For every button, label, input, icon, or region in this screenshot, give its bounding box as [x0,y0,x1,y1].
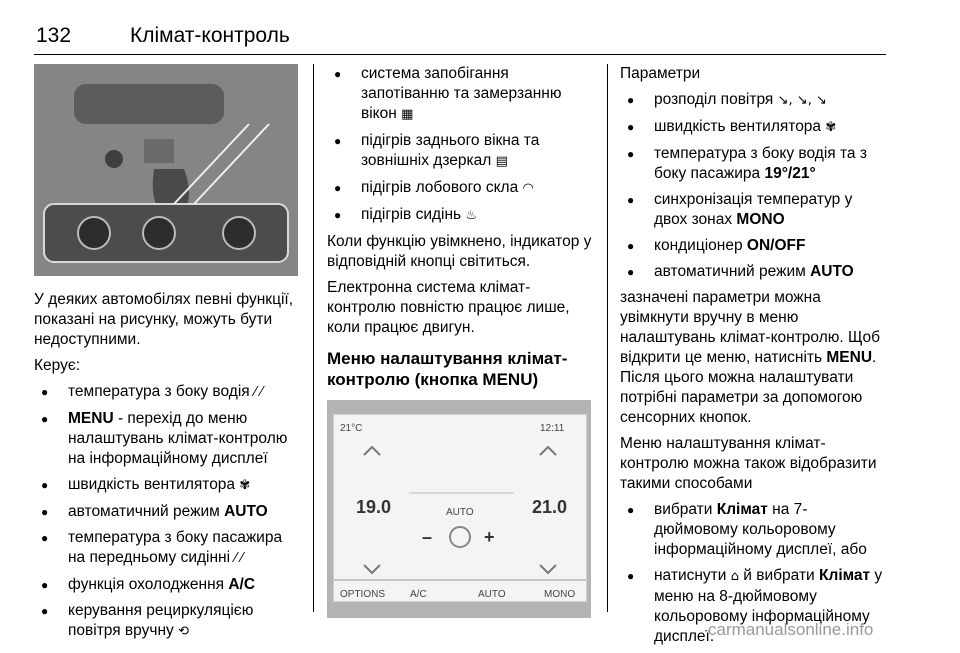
list-item: ● автоматичний режим AUTO [620,262,888,282]
list-item: ● температура з боку водія ⁄ ⁄ [34,382,300,403]
list-item: ● підігрів заднього вікна та зовнішніх дзеркал ▤ [327,131,595,172]
column-right [620,64,888,653]
climate-panel-photo [34,64,298,276]
page-header [34,20,886,55]
softkey-options[interactable]: OPTIONS [340,589,386,600]
menu-instructions: зазначені параметри можна увімкнути вручну в меню налаштувань клімат-контролю. Щоб відкрити це меню, натисніть MENU. Після цього можна налаштувати потрібні параметри за допомогою сенсорних кнопок. [620,289,881,426]
functions-list [327,64,595,226]
list-item: ● керування рециркуляцією повітря вручну ⟲ [34,601,300,642]
list-item: ● підігрів сидінь ♨ [327,205,595,226]
right-temperature: 21.0 [532,497,568,517]
page-number: 132 [36,24,72,47]
indicator-text: Коли функцію увімкнено, індикатор у відповідній кнопці світиться. [327,233,592,270]
section-heading: Меню налаштування клімат-контролю (кнопка MENU) [327,349,568,389]
controls-label: Керує: [34,357,81,374]
climate-menu-screen-photo [327,400,591,618]
list-item: ● швидкість вентилятора ✾ [620,117,888,138]
controls-list [34,382,300,642]
list-item: ● система запобігання запотіванню та замерзанню вікон ▦ [327,64,595,125]
outside-temperature: 21°C [340,423,363,434]
plus-button[interactable]: + [484,527,495,547]
climate-menu-screen [333,414,587,602]
intro-text: У деяких автомобілях певні функції, показані на рисунку, можуть бути недоступними. [34,291,294,348]
list-item: ● вибрати Клімат на 7-дюймовому кольоровому інформаційному дисплеї, або [620,500,888,560]
column-divider [607,64,608,612]
temperature-icon: ⁄ ⁄ [234,551,243,566]
alt-ways-text: Меню налаштування клімат-контролю можна також відобразити такими способами [620,435,877,492]
fan-icon: ✾ [825,120,837,135]
list-item: ● температура з боку пасажира на передньому сидінні ⁄ ⁄ [34,528,300,569]
column-left [34,64,300,648]
list-item: ● функція охолодження A/C [34,575,300,595]
list-item: ● кондиціонер ON/OFF [620,236,888,256]
minus-button[interactable]: – [422,527,433,547]
engine-text: Електронна система клімат-контролю повністю працює лише, коли працює двигун. [327,279,570,336]
column-middle [327,64,595,618]
air-distribution-icon: ↘, ↘, ↘ [777,93,827,108]
recirculation-icon: ⟲ [178,624,189,639]
left-temperature: 19.0 [356,497,392,517]
list-item: ● розподіл повітря ↘, ↘, ↘ [620,90,888,111]
list-item: ● MENU - перехід до меню налаштувань клімат-контролю на інформаційному дисплеї [34,409,300,469]
watermark: carmanualsonline.info [708,620,874,639]
params-label: Параметри [620,65,701,82]
list-item: ● автоматичний режим AUTO [34,502,300,522]
softkey-ac[interactable]: A/C [410,589,427,600]
list-item: ● температура з боку водія та з боку пасажира 19°/21° [620,144,888,184]
softkey-mono[interactable]: MONO [544,589,576,600]
windscreen-heat-icon: ◠ [522,181,534,196]
auto-label: AUTO [446,507,474,518]
params-list [620,90,888,282]
column-divider [313,64,314,612]
rear-heat-icon: ▤ [495,154,508,169]
fan-icon: ✾ [239,478,251,493]
home-icon: ⌂ [730,569,739,584]
list-item: ● швидкість вентилятора ✾ [34,475,300,496]
defog-icon: ▦ [401,107,414,122]
dashboard-illustration [34,64,298,276]
softkey-auto[interactable]: AUTO [478,589,506,600]
list-item: ● підігрів лобового скла ◠ [327,178,595,199]
list-item: ● синхронізація температур у двох зонах MONO [620,190,888,230]
seat-heat-icon: ♨ [465,208,478,223]
chapter-title: Клімат-контроль [130,24,290,47]
list-item: ● натиснути ⌂ й вибрати Клімат у меню на 8-дюймовому кольоровому інформаційному дисплеї. [620,566,888,647]
temperature-icon: ⁄ ⁄ [253,385,263,400]
screen-graphics [334,415,586,601]
clock: 12:11 [540,423,565,434]
